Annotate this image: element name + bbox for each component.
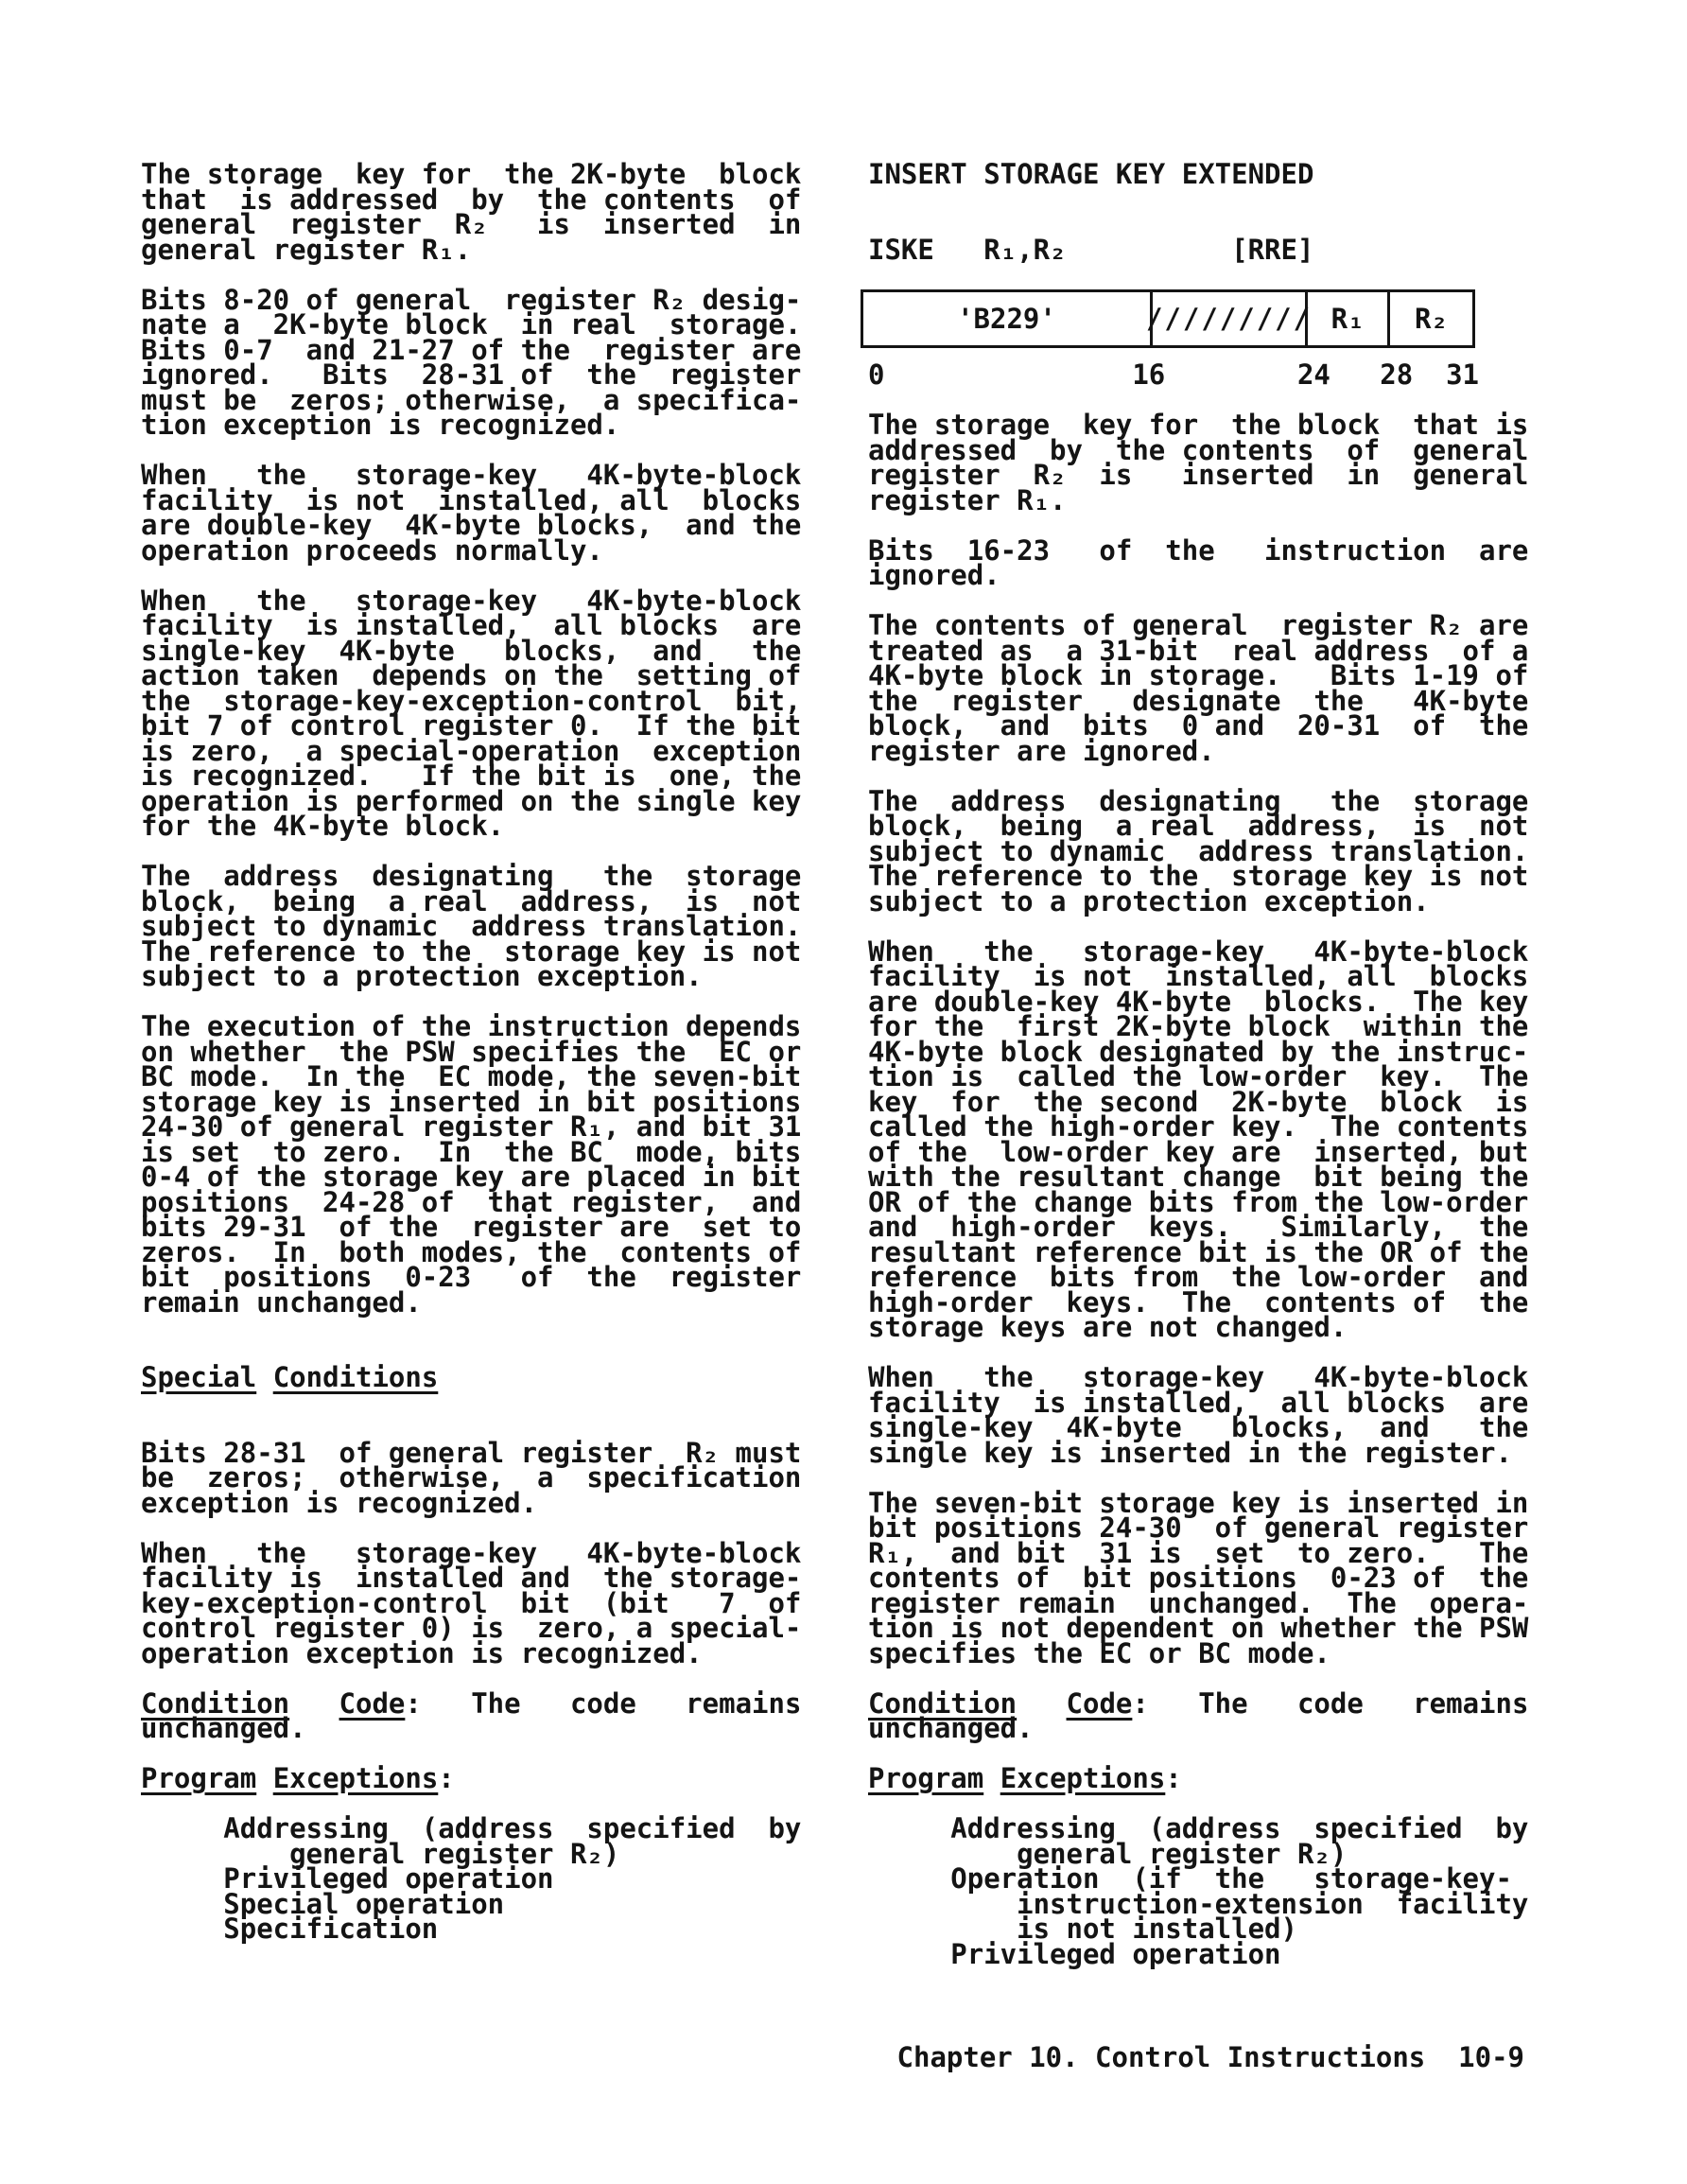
text-line: exception is recognized. <box>141 1486 538 1519</box>
text-line: operation proceeds normally. <box>141 533 603 567</box>
text-line <box>868 1762 1528 1794</box>
text-line: 0-4 of the storage key are placed in bit <box>141 1161 802 1193</box>
text-line <box>868 187 1528 213</box>
text-line: Bits 0-7 and 21-27 of the register are <box>141 333 802 366</box>
r1-field: R₁ <box>1308 292 1390 345</box>
text-line: When the storage-key 4K-byte-block <box>868 1361 1529 1393</box>
text-line: ignored. <box>868 559 1000 591</box>
text-segment: : <box>438 1762 455 1794</box>
text-line: The address designating the storage <box>141 860 802 892</box>
text-line: single key is inserted in the register. <box>868 1436 1512 1469</box>
text-line: subject to dynamic address translation. <box>868 834 1529 867</box>
text-line: general register R₂ is inserted in <box>141 208 802 240</box>
text-segment: : The code remains <box>405 1686 802 1720</box>
text-line: bit positions 24-30 of general register <box>868 1511 1529 1544</box>
underlined-heading-text: Program <box>868 1762 984 1794</box>
text-line: must be zeros; otherwise, a specifica- <box>141 383 802 416</box>
text-line: for the 4K-byte block. <box>141 810 505 842</box>
text-line: The storage key for the block that is <box>868 409 1529 441</box>
text-line: subject to dynamic address translation. <box>141 910 802 942</box>
text-line: the register designate the 4K-byte <box>868 684 1529 717</box>
text-line: facility is not installed, all blocks <box>141 483 802 516</box>
text-line: Bits 28-31 of general register R₂ must <box>141 1436 802 1469</box>
text-line: tion is not dependent on whether the PSW <box>868 1612 1529 1644</box>
text-line: unchanged. <box>141 1712 306 1744</box>
text-line: facility is installed, all blocks are <box>868 1386 1529 1419</box>
text-segment <box>983 1762 1000 1794</box>
text-line: key for the second 2K-byte block is <box>868 1085 1529 1118</box>
text-line: zeros. In both modes, the contents of <box>141 1235 802 1268</box>
text-line: register R₁. <box>868 483 1067 516</box>
text-line: facility is installed, all blocks are <box>141 609 802 641</box>
text-line: remain unchanged. <box>141 1285 422 1319</box>
text-line: 4K-byte block in storage. Bits 1-19 of <box>868 659 1529 691</box>
text-line: general register R₂) <box>141 1837 620 1870</box>
text-line: the storage-key-exception-control bit, <box>141 684 802 717</box>
ignored-bits-field: ///////// <box>1153 292 1308 345</box>
text-line: BC mode. In the EC mode, the seven-bit <box>141 1060 802 1092</box>
text-line: Addressing (address specified by <box>868 1812 1529 1844</box>
text-line: subject to a protection exception. <box>868 884 1430 917</box>
text-line: storage key is inserted in bit positions <box>141 1085 802 1118</box>
text-line: The execution of the instruction depends <box>141 1010 802 1042</box>
text-line: that is addressed by the contents of <box>141 183 802 216</box>
text-line: INSERT STORAGE KEY EXTENDED <box>868 158 1314 190</box>
text-line: action taken depends on the setting of <box>141 659 802 691</box>
text-line: operation exception is recognized. <box>141 1636 703 1669</box>
text-line: nate a 2K-byte block in real storage. <box>141 308 802 341</box>
instruction-format-diagram <box>861 289 1475 348</box>
text-line: block, being a real address, is not <box>141 884 802 917</box>
text-line: be zeros; otherwise, a specification <box>141 1461 802 1494</box>
text-line: Privileged operation <box>141 1862 554 1895</box>
right-text-column <box>868 158 1529 1970</box>
text-line: key-exception-control bit (bit 7 of <box>141 1586 802 1619</box>
text-line: general register R₂) <box>868 1837 1348 1870</box>
text-line: bits 29-31 of the register are set to <box>141 1211 802 1243</box>
text-line: The reference to the storage key is not <box>868 860 1529 892</box>
text-line <box>868 262 1528 288</box>
text-line: high-order keys. The contents of the <box>868 1285 1529 1319</box>
text-line: tion exception is recognized. <box>141 409 620 441</box>
text-line: single-key 4K-byte blocks, and the <box>868 1411 1529 1443</box>
text-line: 24-30 of general register R₁, and bit 31 <box>141 1110 802 1143</box>
underlined-heading-text: Conditions <box>272 1361 439 1393</box>
text-line: general register R₁. <box>141 233 472 266</box>
text-line: and high-order keys. Similarly, the <box>868 1211 1529 1243</box>
text-line: The reference to the storage key is not <box>141 935 802 968</box>
text-line: are double-key 4K-byte blocks, and the <box>141 509 802 541</box>
text-line: reference bits from the low-order and <box>868 1261 1529 1293</box>
text-line: specifies the EC or BC mode. <box>868 1636 1330 1669</box>
underlined-heading-text: Exceptions <box>272 1762 439 1794</box>
text-line: register R₂ is inserted in general <box>868 459 1529 491</box>
text-line: The storage key for the 2K-byte block <box>141 158 802 190</box>
text-line: of the low-order key are inserted, but <box>868 1135 1529 1168</box>
text-line: 4K-byte block designated by the instruc- <box>868 1035 1529 1068</box>
text-line: for the first 2K-byte block within the <box>868 1010 1529 1042</box>
underlined-heading-text: Condition <box>141 1686 290 1720</box>
text-line: block, and bits 0 and 20-31 of the <box>868 709 1529 742</box>
text-line: Addressing (address specified by <box>141 1812 802 1844</box>
text-line: Operation (if the storage-key- <box>868 1862 1512 1895</box>
text-line: tion is called the low-order key. The <box>868 1060 1529 1092</box>
text-line: treated as a 31-bit real address of a <box>868 634 1529 667</box>
text-line: is recognized. If the bit is one, the <box>141 760 802 792</box>
text-line <box>141 1390 801 1416</box>
text-line: facility is not installed, all blocks <box>868 960 1529 992</box>
text-line: subject to a protection exception. <box>141 960 703 992</box>
text-line: instruction-extension facility <box>868 1887 1529 1920</box>
text-line: single-key 4K-byte blocks, and the <box>141 634 802 667</box>
text-line: is set to zero. In the BC mode, bits <box>141 1135 802 1168</box>
text-line: is not installed) <box>868 1913 1297 1945</box>
underlined-heading-text: Code <box>339 1686 406 1720</box>
text-line: control register 0) is zero, a special- <box>141 1612 802 1644</box>
text-line: When the storage-key 4K-byte-block <box>141 1536 802 1569</box>
text-line: 0 16 24 28 31 <box>868 358 1480 391</box>
text-segment <box>256 1361 272 1393</box>
text-line: bit 7 of control register 0. If the bit <box>141 709 802 742</box>
text-line: The contents of general register R₂ are <box>868 609 1529 641</box>
left-text-column <box>141 158 802 1945</box>
text-line: on whether the PSW specifies the EC or <box>141 1035 802 1068</box>
text-line: with the resultant change bit being the <box>868 1161 1529 1193</box>
text-line: R₁, and bit 31 is set to zero. The <box>868 1536 1529 1569</box>
text-line: Special operation <box>141 1887 505 1920</box>
text-line: bit positions 0-23 of the register <box>141 1261 802 1293</box>
text-line <box>141 1315 801 1340</box>
r2-field: R₂ <box>1415 303 1448 335</box>
text-segment <box>256 1762 272 1794</box>
text-line: resultant reference bit is the OR of the <box>868 1235 1529 1268</box>
text-line: block, being a real address, is not <box>868 810 1529 842</box>
text-line: are double-key 4K-byte blocks. The key <box>868 985 1529 1018</box>
text-segment: : <box>1165 1762 1182 1794</box>
text-line: addressed by the contents of general <box>868 433 1529 466</box>
text-line: ISKE R₁,R₂ [RRE] <box>868 233 1314 266</box>
text-line: storage keys are not changed. <box>868 1311 1348 1343</box>
underlined-heading-text: Special <box>141 1361 257 1393</box>
underlined-heading-text: Code <box>1066 1686 1133 1720</box>
text-line: Bits 8-20 of general register R₂ desig- <box>141 283 802 316</box>
text-line: OR of the change bits from the low-order <box>868 1185 1529 1218</box>
page-footer: Chapter 10. Control Instructions 10-9 <box>896 2041 1524 2073</box>
text-line: facility is installed and the storage- <box>141 1562 802 1594</box>
text-line: contents of bit positions 0-23 of the <box>868 1562 1529 1594</box>
text-line <box>141 1361 801 1393</box>
text-line: positions 24-28 of that register, and <box>141 1185 802 1218</box>
text-line: When the storage-key 4K-byte-block <box>868 935 1529 968</box>
text-line: is zero, a special-operation exception <box>141 734 802 767</box>
text-line: Bits 16-23 of the instruction are <box>868 533 1529 567</box>
text-line: When the storage-key 4K-byte-block <box>141 459 802 491</box>
text-line: Privileged operation <box>868 1937 1281 1970</box>
text-line: When the storage-key 4K-byte-block <box>141 584 802 617</box>
text-line: The address designating the storage <box>868 784 1529 817</box>
text-line: The seven-bit storage key is inserted in <box>868 1486 1529 1519</box>
text-line: unchanged. <box>868 1712 1034 1744</box>
text-line: called the high-order key. The contents <box>868 1110 1529 1143</box>
text-segment: : The code remains <box>1132 1686 1529 1720</box>
underlined-heading-text: Program <box>141 1762 257 1794</box>
text-line <box>141 1762 801 1794</box>
underlined-heading-text: Exceptions <box>1000 1762 1166 1794</box>
text-line: register are ignored. <box>868 734 1215 767</box>
text-line: Specification <box>141 1913 439 1945</box>
underlined-heading-text: Condition <box>868 1686 1017 1720</box>
text-line: register remain unchanged. The opera- <box>868 1586 1529 1619</box>
text-line: operation is performed on the single key <box>141 784 802 817</box>
opcode-field: 'B229' <box>863 292 1153 345</box>
text-line: ignored. Bits 28-31 of the register <box>141 358 802 391</box>
